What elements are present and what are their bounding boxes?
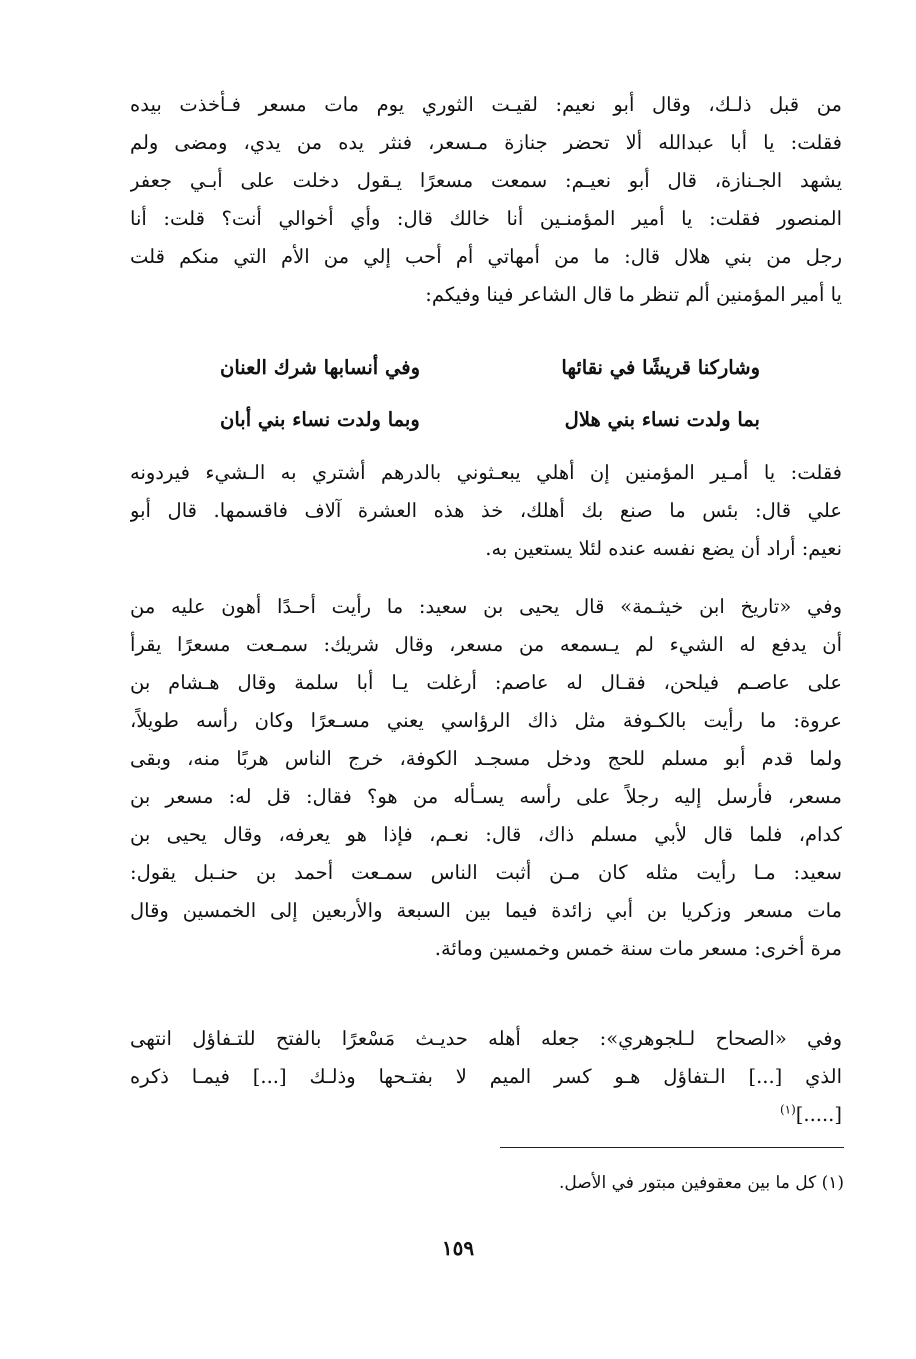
- text-line: على عاصـم فيلحن، فقـال له عاصم: أرغلت يـا أبا سلمة وقال هـشام بن: [130, 671, 842, 694]
- text-line: كدام، فلما قال لأبي مسلم ذاك، قال: نعـم، فإذا هو يعرفه، وقال يحيى بن: [130, 823, 842, 846]
- page-number: ١٥٩: [441, 1236, 475, 1260]
- text-line: الذي [...] الـتفاؤل هـو كسر الميم لا بفتـحها وذلـك [...] فيمـا ذكره: [130, 1065, 842, 1088]
- text-line: وفي «الصحاح لـلجوهري»: جعله أهله حديـث مَسْعرًا بالفتح للتـفاؤل انتهى: [130, 1027, 842, 1050]
- text-line: يشهد الجـنازة، قال أبو نعيـم: سمعت مسعرًا يـقول دخلت على أبـي جعفر: [130, 169, 842, 192]
- poem-verse-2: [200, 392, 760, 448]
- text-line: فقلت: يا أبا عبدالله ألا تحضر جنازة مـسعر، فنثر يده من يدي، ومضى ولم: [130, 131, 842, 154]
- text-line: مرة أخرى: مسعر مات سنة خمس وخمسين ومائة.: [434, 937, 842, 960]
- text-line: المنصور فقلت: يا أمير المؤمنـين أنا خالك قال: وأي أخوالي أنت؟ قلت: أنا: [130, 207, 842, 230]
- footnote-marker: (١): [779, 1102, 796, 1117]
- text-line: سعيد: مـا رأيت مثله كان مـن أثبت الناس سمـعت أحمد بن حنـبل يقول:: [130, 861, 842, 884]
- footnote: (١) كل ما بين معقوفين مبتور في الأصل.: [559, 1173, 844, 1193]
- text-line: نعيم: أراد أن يضع نفسه عنده لئلا يستعين به.: [485, 537, 842, 560]
- paragraph-4: [130, 1020, 842, 1134]
- text-line: ولما قدم أبو مسلم للحج ودخل مسجـد الكوفة، خرج الناس هربًا منه، وبقى: [130, 747, 842, 770]
- verse-first-hemistich: وشاركنا قريشًا في نقائها: [561, 356, 760, 379]
- verse-second-hemistich: وبما ولدت نساء بني أبان: [220, 408, 420, 431]
- text-line: علي قال: بئس ما صنع بك أهلك، خذ هذه العشرة آلاف فاقسمها. قال أبو: [130, 499, 842, 522]
- verse-first-hemistich: بما ولدت نساء بني هلال: [564, 408, 760, 431]
- text-line: عروة: ما رأيت بالكـوفة مثل ذاك الرؤاسي يعني مسـعرًا وكان رأسه طويلاً،: [130, 709, 842, 732]
- text-line-content: [.....]: [795, 1103, 842, 1126]
- footnote-divider: [500, 1147, 844, 1148]
- text-line: مسعر، فأرسل إليه رجلاً على رأسه يسـأله من هو؟ فقال: قل له: مسعر بن: [130, 785, 842, 808]
- verse-second-hemistich: وفي أنسابها شرك العنان: [220, 356, 420, 379]
- text-line: فقلت: يا أمـير المؤمنين إن أهلي يبعـثوني بالدرهم أشتري به الـشيء فيردونه: [130, 461, 842, 484]
- text-line: أن يدفع له الشيء لم يـسمعه من مسعر، وقال شريك: سمـعت مسعرًا يقرأ: [130, 633, 842, 656]
- text-line: رجل من بني هلال قال: ما من أمهاتي أم أحب إلي من الأم التي منكم قلت: [130, 245, 842, 268]
- text-line: [130, 1096, 842, 1134]
- text-line: من قبل ذلـك، وقال أبو نعيم: لقيـت الثوري يوم مات مسعر فـأخذت بيده: [130, 93, 842, 116]
- paragraph-3: [130, 588, 842, 968]
- text-line: مات مسعر وزكريا بن أبي زائدة فيما بين السبعة والأربعين إلى الخمسين وقال: [130, 899, 842, 922]
- paragraph-1: [130, 86, 842, 314]
- text-line: وفي «تاريخ ابن خيثـمة» قال يحيى بن سعيد: ما رأيت أحـدًا أهون عليه من: [130, 595, 842, 618]
- paragraph-2: [130, 454, 842, 568]
- poem-verse-1: [200, 340, 760, 396]
- text-line: يا أمير المؤمنين ألم تنظر ما قال الشاعر فينا وفيكم:: [425, 283, 842, 306]
